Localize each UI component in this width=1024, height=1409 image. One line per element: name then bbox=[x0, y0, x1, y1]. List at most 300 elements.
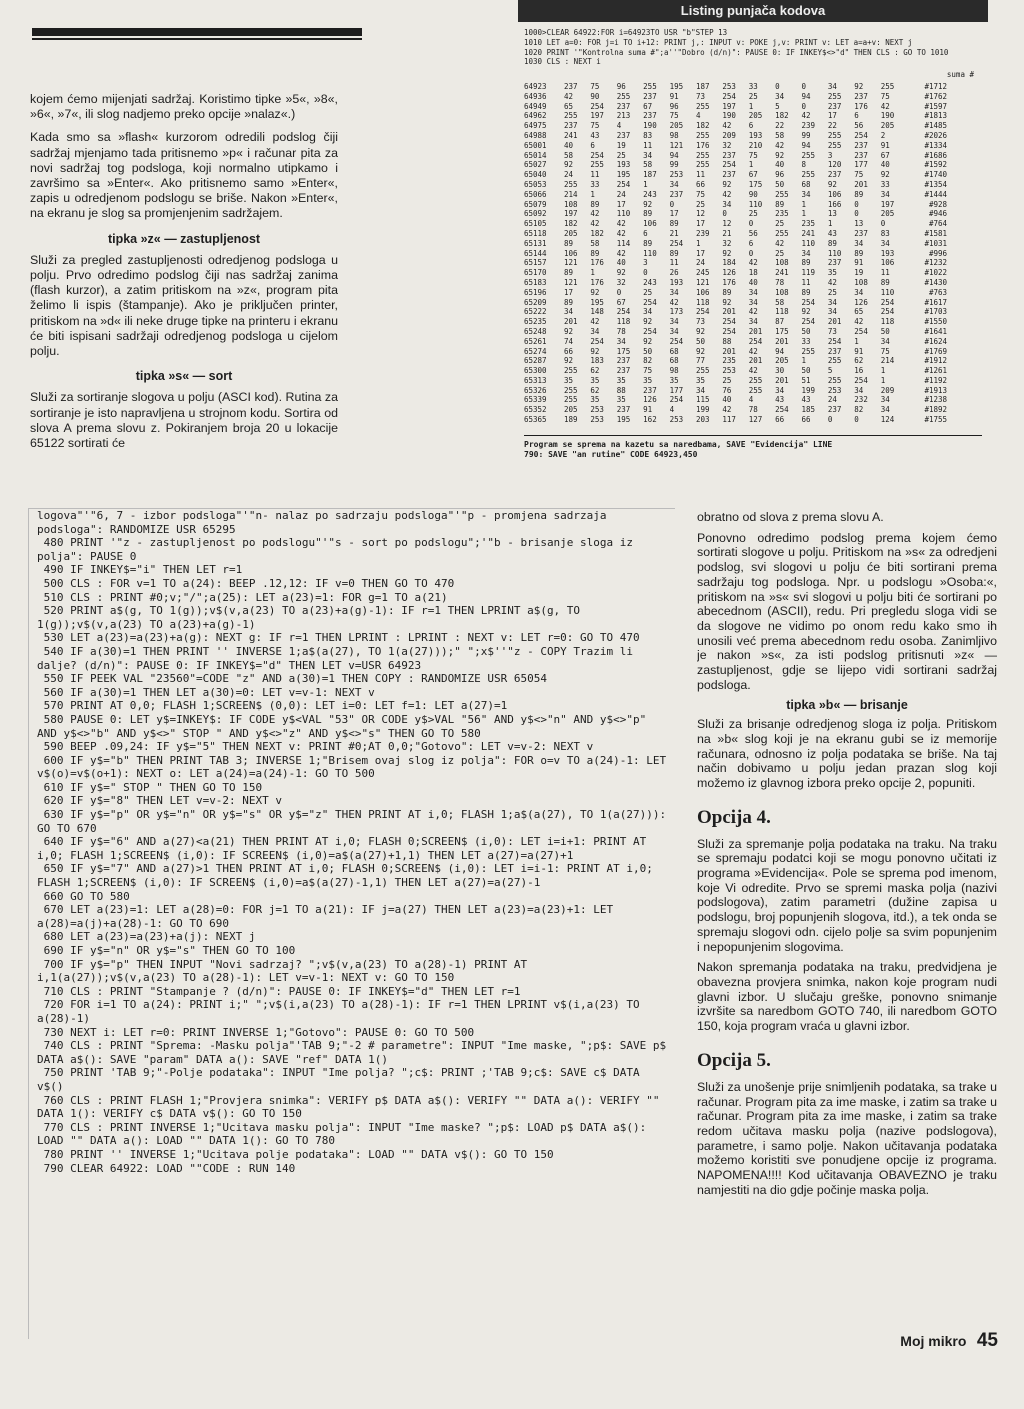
dump-byte: 232 bbox=[854, 395, 868, 405]
dump-byte: 253 bbox=[722, 81, 736, 91]
dump-byte: 92 bbox=[722, 179, 732, 189]
dump-checksum: #764 bbox=[929, 219, 948, 229]
dump-byte: 239 bbox=[801, 121, 816, 131]
dump-byte: 92 bbox=[643, 199, 653, 209]
dump-checksum: #1261 bbox=[924, 366, 948, 376]
dump-address: 65326 bbox=[524, 385, 547, 395]
listing-footer bbox=[524, 435, 982, 461]
dump-byte: 22 bbox=[827, 121, 837, 131]
program-line: 1000>CLEAR 64922:FOR i=64923TO USR "b"STEP 13 bbox=[524, 28, 728, 37]
dump-byte: 33 bbox=[880, 179, 890, 189]
dump-byte: 201 bbox=[775, 375, 789, 385]
code-line: 660 GO TO 580 bbox=[37, 889, 130, 903]
dump-byte: 35 bbox=[827, 268, 837, 278]
dump-row bbox=[524, 268, 982, 278]
dump-byte: 201 bbox=[722, 346, 736, 356]
dump-row bbox=[524, 307, 982, 317]
dump-byte: 89 bbox=[801, 258, 811, 268]
dump-byte: 35 bbox=[590, 375, 600, 385]
dump-byte: 5 bbox=[775, 101, 780, 111]
dump-byte: 4 bbox=[669, 405, 675, 415]
dump-byte: 201 bbox=[748, 356, 763, 366]
dump-address: 65300 bbox=[524, 366, 547, 376]
dump-address: 65274 bbox=[524, 346, 547, 356]
dump-address: 65105 bbox=[524, 219, 547, 229]
dump-byte: 1 bbox=[643, 179, 648, 189]
dump-byte: 32 bbox=[616, 277, 626, 287]
dump-byte: 25 bbox=[722, 375, 732, 385]
dump-byte: 11 bbox=[880, 268, 890, 278]
dump-byte: 83 bbox=[643, 130, 653, 140]
dump-byte: 66 bbox=[801, 415, 811, 425]
dump-byte: 65 bbox=[854, 307, 864, 317]
dump-byte: 92 bbox=[590, 287, 600, 297]
dump-byte: 255 bbox=[695, 160, 710, 170]
code-line: 740 CLS : PRINT "Sprema: -Masku polja"'TAB 9;"-2 # parametre": INPUT "Ime maske, ";p$: SAVE p$ DATA a$(): SAVE "param" DATA a(): SAVE "ref" DATA 1() bbox=[37, 1039, 673, 1066]
dump-address: 64988 bbox=[524, 130, 547, 140]
dump-byte: 201 bbox=[827, 317, 842, 327]
dump-byte: 42 bbox=[722, 121, 732, 131]
dump-row bbox=[524, 151, 982, 161]
dump-byte: 34 bbox=[643, 150, 653, 160]
dump-byte: 89 bbox=[643, 238, 653, 248]
dump-byte: 253 bbox=[669, 170, 684, 180]
dump-byte: 210 bbox=[748, 140, 763, 150]
dump-byte: 1 bbox=[854, 336, 859, 346]
dump-byte: 56 bbox=[748, 228, 758, 238]
dump-byte: 25 bbox=[748, 209, 758, 219]
dump-byte: 58 bbox=[643, 160, 653, 170]
dump-byte: 42 bbox=[775, 140, 785, 150]
dump-byte: 1 bbox=[748, 101, 754, 111]
dump-byte: 254 bbox=[722, 160, 736, 170]
dump-byte: 254 bbox=[669, 238, 684, 248]
dump-byte: 237 bbox=[616, 366, 631, 376]
dump-byte: 78 bbox=[775, 277, 785, 287]
dump-byte: 237 bbox=[854, 228, 868, 238]
dump-byte: 94 bbox=[801, 140, 811, 150]
code-line: 700 IF y$="p" THEN INPUT "Novi sadrzaj? ";v$(v,a(23) TO a(28)-1) PRINT AT i,1(a(27));v$(v,a(23) TO a(28)-1): LET v=v-1: NEXT v: GO TO 150 bbox=[37, 957, 534, 985]
dump-byte: 89 bbox=[669, 248, 679, 258]
code-line: 640 IF y$="6" AND a(27)<a(21) THEN PRINT AT i,0; FLASH 0;SCREEN$ (i,0): LET i=i+1: PRINT AT i,0; FLASH 1;SCREEN$ (i,0): IF SCREEN$ (i,0)=a$(a(27)+1,1) THEN LET a(27)=a(27)+1 bbox=[37, 835, 653, 862]
dump-byte: 182 bbox=[590, 228, 604, 238]
dump-byte: 42 bbox=[564, 91, 574, 101]
program-line: 1020 PRINT '"Kontrolna suma #";a''"Dobro (d/n)": PAUSE 0: IF INKEY$<>"d" THEN CLS : GO TO 1010 bbox=[524, 47, 949, 57]
dump-byte: 58 bbox=[775, 297, 785, 307]
dump-byte: 73 bbox=[695, 317, 705, 327]
dump-byte: 67 bbox=[748, 170, 758, 180]
dump-address: 65066 bbox=[524, 189, 547, 199]
dump-byte: 255 bbox=[616, 91, 631, 101]
dump-byte: 34 bbox=[880, 238, 890, 248]
dump-byte: 30 bbox=[775, 366, 785, 376]
listing-title: Listing punjača kodova bbox=[518, 0, 988, 22]
dump-byte: 21 bbox=[669, 228, 679, 238]
dump-byte: 254 bbox=[775, 405, 789, 415]
dump-byte: 254 bbox=[722, 326, 736, 336]
dump-byte: 108 bbox=[775, 258, 789, 268]
listing-footer-line: 790: SAVE "an rutine" CODE 64923,450 bbox=[524, 450, 698, 460]
top-rule bbox=[32, 28, 362, 36]
dump-byte: 254 bbox=[643, 297, 657, 307]
dump-byte: 67 bbox=[643, 101, 653, 111]
code-line: 760 CLS : PRINT FLASH 1;"Provjera snimka": VERIFY p$ DATA a$(): VERIFY "" DATA a(): VERIFY "" DATA 1(): VERIFY c$ DATA v$(): GO TO 150 bbox=[37, 1093, 667, 1121]
dump-byte: 255 bbox=[827, 375, 842, 385]
dump-byte: 34 bbox=[695, 385, 705, 395]
dump-byte: 205 bbox=[880, 121, 895, 131]
dump-byte: 68 bbox=[669, 356, 679, 366]
dump-row bbox=[524, 131, 982, 141]
dump-byte: 173 bbox=[669, 307, 684, 317]
dump-byte: 237 bbox=[643, 91, 657, 101]
dump-byte: 24 bbox=[616, 189, 626, 199]
dump-byte: 182 bbox=[564, 219, 578, 229]
dump-byte: 89 bbox=[801, 287, 811, 297]
dump-byte: 92 bbox=[880, 170, 890, 180]
dump-byte: 255 bbox=[827, 130, 842, 140]
dump-byte: 185 bbox=[801, 405, 816, 415]
dump-byte: 255 bbox=[827, 91, 842, 101]
dump-byte: 34 bbox=[827, 307, 837, 317]
dump-byte: 197 bbox=[722, 101, 736, 111]
dump-byte: 34 bbox=[775, 385, 785, 395]
dump-row bbox=[524, 141, 982, 151]
dump-byte: 42 bbox=[616, 228, 626, 238]
dump-row bbox=[524, 337, 982, 347]
dump-byte: 65 bbox=[564, 101, 574, 111]
dump-byte: 197 bbox=[590, 111, 604, 121]
dump-byte: 193 bbox=[616, 160, 631, 170]
magazine-name: Moj mikro bbox=[900, 1333, 967, 1349]
dump-byte: 82 bbox=[643, 356, 653, 366]
dump-byte: 110 bbox=[616, 209, 631, 219]
dump-byte: 237 bbox=[669, 189, 684, 199]
code-line: 550 IF PEEK VAL "23560"=CODE "z" AND a(30)=1 THEN COPY : RANDOMIZE USR 65054 bbox=[37, 672, 547, 686]
dump-byte: 42 bbox=[722, 405, 732, 415]
dump-address: 65352 bbox=[524, 405, 547, 415]
dump-byte: 42 bbox=[801, 111, 811, 121]
dump-byte: 201 bbox=[854, 179, 868, 189]
dump-byte: 25 bbox=[643, 287, 653, 297]
dump-byte: 254 bbox=[722, 91, 736, 101]
dump-row bbox=[524, 395, 982, 405]
dump-address: 65014 bbox=[524, 150, 547, 160]
dump-byte: 254 bbox=[880, 307, 895, 317]
dump-byte: 35 bbox=[695, 375, 705, 385]
dump-byte: 11 bbox=[695, 170, 705, 180]
dump-byte: 6 bbox=[643, 228, 648, 238]
dump-byte: 0 bbox=[722, 209, 727, 219]
dump-byte: 88 bbox=[616, 385, 626, 395]
dump-byte: 1 bbox=[801, 209, 807, 219]
dump-byte: 75 bbox=[748, 150, 758, 160]
dump-byte: 12 bbox=[695, 209, 705, 219]
dump-byte: 241 bbox=[775, 268, 789, 278]
dump-byte: 0 bbox=[775, 81, 780, 91]
dump-byte: 74 bbox=[564, 336, 574, 346]
option-4-heading: Opcija 4. bbox=[697, 806, 771, 828]
dump-row bbox=[524, 180, 982, 190]
dump-row bbox=[524, 160, 982, 170]
dump-address: 65118 bbox=[524, 228, 547, 238]
dump-checksum: #946 bbox=[929, 209, 948, 219]
dump-byte: 75 bbox=[643, 366, 653, 376]
dump-byte: 193 bbox=[748, 130, 763, 140]
dump-byte: 58 bbox=[590, 238, 600, 248]
dump-byte: 0 bbox=[854, 209, 859, 219]
dump-byte: 243 bbox=[643, 277, 657, 287]
dump-byte: 92 bbox=[643, 336, 653, 346]
dump-byte: 118 bbox=[775, 307, 789, 317]
dump-byte: 255 bbox=[748, 375, 763, 385]
section-heading-z: tipka »z« — zastupljenost bbox=[107, 231, 261, 246]
dump-byte: 42 bbox=[827, 277, 837, 287]
dump-byte: 75 bbox=[695, 189, 705, 199]
dump-checksum: #1232 bbox=[924, 258, 948, 268]
dump-address: 65170 bbox=[524, 268, 547, 278]
dump-byte: 56 bbox=[854, 121, 864, 131]
dump-byte: 35 bbox=[669, 375, 679, 385]
dump-byte: 205 bbox=[669, 121, 684, 131]
dump-byte: 127 bbox=[748, 415, 763, 425]
dump-byte: 235 bbox=[722, 356, 736, 366]
dump-byte: 255 bbox=[564, 395, 578, 405]
dump-byte: 241 bbox=[564, 130, 578, 140]
dump-byte: 0 bbox=[669, 199, 675, 209]
dump-byte: 253 bbox=[722, 366, 736, 376]
dump-byte: 62 bbox=[590, 366, 600, 376]
dump-byte: 98 bbox=[669, 130, 679, 140]
dump-byte: 34 bbox=[669, 287, 679, 297]
dump-byte: 50 bbox=[643, 346, 653, 356]
dump-byte: 42 bbox=[854, 317, 864, 327]
right-column-text bbox=[697, 510, 997, 1240]
section-heading-b: tipka »b« — brisanje bbox=[786, 698, 908, 713]
top-rule-thin bbox=[32, 38, 362, 40]
dump-checksum: #1712 bbox=[924, 81, 948, 91]
code-line: 710 CLS : PRINT "Stampanje ? (d/n)": PAUSE 0: IF INKEY$="d" THEN LET r=1 bbox=[37, 984, 521, 998]
dump-byte: 255 bbox=[564, 366, 578, 376]
dump-byte: 4 bbox=[748, 395, 754, 405]
dump-byte: 34 bbox=[880, 405, 890, 415]
loader-listing-box bbox=[518, 0, 988, 482]
paragraph: Služi za sortiranje slogova u polju (ASCI kod). Rutina za sortiranje je isto napravljena u strojnom kodu. Sortira od slova A prema slovu z. Pokiranjem broja 20 u lokacije 65122 sortirati će bbox=[30, 390, 338, 451]
dump-byte: 32 bbox=[722, 238, 732, 248]
dump-byte: 50 bbox=[880, 326, 890, 336]
dump-byte: 89 bbox=[775, 199, 785, 209]
dump-byte: 22 bbox=[775, 121, 785, 131]
code-line: 600 IF y$="b" THEN PRINT TAB 3; INVERSE 1;"Brisem ovaj slog iz polja": FOR o=v TO a(24)-1: LET v$(o)=v$(o+1): NEXT o: LET a(24)=a(24)-1: GO TO 500 bbox=[37, 753, 673, 781]
dump-checksum: #1641 bbox=[924, 326, 948, 336]
dump-byte: 68 bbox=[669, 346, 679, 356]
section-heading-s: tipka »s« — sort bbox=[135, 369, 233, 384]
dump-byte: 254 bbox=[669, 336, 684, 346]
dump-byte: 34 bbox=[827, 81, 837, 91]
dump-byte: 96 bbox=[775, 170, 785, 180]
dump-byte: 34 bbox=[643, 307, 653, 317]
code-line: 730 NEXT i: LET r=0: PRINT INVERSE 1;"Gotovo": PAUSE 0: GO TO 500 bbox=[37, 1025, 475, 1039]
dump-byte: 6 bbox=[854, 111, 859, 121]
dump-byte: 43 bbox=[775, 395, 785, 405]
dump-byte: 199 bbox=[695, 405, 710, 415]
dump-byte: 121 bbox=[695, 277, 710, 287]
dump-byte: 253 bbox=[669, 415, 684, 425]
dump-byte: 205 bbox=[880, 209, 895, 219]
dump-byte: 1 bbox=[748, 160, 754, 170]
dump-row bbox=[524, 229, 982, 239]
dump-address: 65144 bbox=[524, 248, 547, 258]
dump-byte: 42 bbox=[880, 101, 890, 111]
dump-byte: 58 bbox=[564, 150, 574, 160]
dump-byte: 34 bbox=[880, 395, 890, 405]
dump-byte: 96 bbox=[616, 81, 626, 91]
dump-byte: 237 bbox=[827, 101, 842, 111]
dump-byte: 254 bbox=[722, 317, 736, 327]
dump-byte: 40 bbox=[616, 258, 626, 268]
dump-byte: 51 bbox=[801, 375, 811, 385]
dump-byte: 237 bbox=[854, 150, 868, 160]
dump-row bbox=[524, 317, 982, 327]
dump-byte: 237 bbox=[564, 81, 578, 91]
dump-byte: 176 bbox=[722, 277, 736, 287]
dump-byte: 255 bbox=[643, 81, 657, 91]
dump-byte: 34 bbox=[801, 189, 811, 199]
code-line: 570 PRINT AT 0,0; FLASH 1;SCREEN$ (0,0): LET i=0: LET f=1: LET a(27)=1 bbox=[37, 699, 508, 713]
dump-row bbox=[524, 92, 982, 102]
paragraph: Služi za brisanje odredjenog sloga iz polja. Pritiskom na »b« slog koji je na ekranu gubi se iz memorije računara, odnosno iz polja podataka se briše. Na taj način dobivamo u polju jedan prazan slog koji možemo iz glavnog izbora preko opcije 2, popuniti. bbox=[697, 717, 997, 790]
dump-byte: 34 bbox=[669, 179, 679, 189]
dump-byte: 175 bbox=[775, 326, 789, 336]
dump-byte: 203 bbox=[695, 415, 710, 425]
dump-byte: 92 bbox=[722, 297, 732, 307]
dump-byte: 94 bbox=[801, 91, 811, 101]
dump-byte: 108 bbox=[854, 277, 868, 287]
dump-byte: 177 bbox=[854, 160, 868, 170]
dump-byte: 92 bbox=[827, 179, 837, 189]
dump-checksum: #1581 bbox=[924, 228, 948, 238]
dump-byte: 235 bbox=[775, 209, 789, 219]
dump-row bbox=[524, 102, 982, 112]
dump-row bbox=[524, 258, 982, 268]
dump-byte: 73 bbox=[827, 326, 837, 336]
dump-byte: 201 bbox=[775, 336, 789, 346]
dump-checksum: #1813 bbox=[924, 111, 948, 121]
dump-byte: 42 bbox=[748, 366, 758, 376]
dump-byte: 34 bbox=[564, 307, 574, 317]
dump-byte: 197 bbox=[880, 199, 895, 209]
dump-address: 65248 bbox=[524, 326, 547, 336]
dump-byte: 92 bbox=[854, 81, 864, 91]
dump-byte: 89 bbox=[590, 199, 600, 209]
dump-byte: 253 bbox=[590, 415, 604, 425]
dump-checksum: #1617 bbox=[924, 297, 948, 307]
dump-byte: 42 bbox=[748, 346, 758, 356]
dump-byte: 237 bbox=[643, 111, 657, 121]
dump-byte: 119 bbox=[801, 268, 816, 278]
code-line: 720 FOR i=1 TO a(24): PRINT i;" ";v$(i,a(23) TO a(28)-1): IF r=1 THEN LPRINT v$(i,a(23) TO a(28)-1) bbox=[37, 998, 647, 1025]
dump-byte: 175 bbox=[748, 179, 763, 189]
dump-byte: 166 bbox=[827, 199, 842, 209]
dump-byte: 12 bbox=[722, 219, 732, 229]
dump-byte: 205 bbox=[748, 111, 763, 121]
dump-address: 65339 bbox=[524, 395, 547, 405]
dump-byte: 94 bbox=[669, 150, 679, 160]
dump-byte: 237 bbox=[564, 121, 578, 131]
dump-address: 64949 bbox=[524, 101, 547, 111]
code-line: 650 IF y$="7" AND a(27)>1 THEN PRINT AT i,0; FLASH 0;SCREEN$ (i,0): LET i=i-1: PRINT AT i,0; FLASH 1;SCREEN$ (i,0): IF SCREEN$ (i,0)=a$(a(27)-1,1) THEN LET a(27)=a(27)-1 bbox=[37, 862, 660, 890]
dump-checksum: #1444 bbox=[924, 189, 948, 199]
code-line: 770 CLS : PRINT INVERSE 1;"Ucitava masku polja": INPUT "Ime maske? ";p$: LOAD p$ DATA a$(): LOAD "" DATA a(): LOAD "" DATA 1(): GO TO 780 bbox=[37, 1120, 653, 1148]
dump-byte: 25 bbox=[775, 219, 785, 229]
dump-byte: 114 bbox=[616, 238, 631, 248]
dump-byte: 117 bbox=[722, 415, 736, 425]
dump-checksum: #1703 bbox=[924, 307, 948, 317]
dump-byte: 126 bbox=[722, 268, 736, 278]
dump-byte: 214 bbox=[880, 356, 895, 366]
dump-byte: 254 bbox=[880, 297, 895, 307]
dump-byte: 243 bbox=[643, 189, 657, 199]
dump-byte: 199 bbox=[801, 385, 816, 395]
dump-byte: 42 bbox=[616, 219, 626, 229]
dump-byte: 237 bbox=[722, 170, 736, 180]
dump-byte: 89 bbox=[669, 219, 679, 229]
dump-byte: 110 bbox=[827, 248, 842, 258]
dump-byte: 25 bbox=[827, 287, 837, 297]
dump-byte: 2 bbox=[880, 130, 886, 140]
dump-byte: 34 bbox=[669, 326, 679, 336]
dump-byte: 99 bbox=[801, 130, 811, 140]
dump-byte: 118 bbox=[695, 297, 710, 307]
dump-checksum: #1354 bbox=[924, 179, 948, 189]
dump-byte: 237 bbox=[827, 258, 842, 268]
dump-checksum: #1031 bbox=[924, 238, 948, 248]
dump-address: 65040 bbox=[524, 170, 547, 180]
dump-byte: 176 bbox=[590, 258, 604, 268]
dump-byte: 13 bbox=[854, 219, 864, 229]
dump-byte: 205 bbox=[564, 405, 578, 415]
dump-byte: 1 bbox=[590, 268, 595, 278]
dump-row bbox=[524, 366, 982, 376]
dump-byte: 91 bbox=[854, 258, 864, 268]
dump-byte: 237 bbox=[827, 346, 842, 356]
dump-byte: 34 bbox=[880, 189, 890, 199]
dump-byte: 91 bbox=[643, 405, 653, 415]
dump-byte: 121 bbox=[669, 140, 684, 150]
dump-address: 65001 bbox=[524, 140, 547, 150]
paragraph: Služi za spremanje polja podataka na traku. Na traku se spremaju podatci koji se mogu ponovno učitati iz programa »Evidencija«. Pole se sprema pod imenom, koje Vi odredite. Prvo se spremi maska polja (nazivi podslogova), zatim parametri (dužine zapisa u podslogu, broj popunjenih slogova, itd.), a tek onda se spremaju slogovi odn. cijelo polje sa svim popunjenim i nepopunjenim slogovima. bbox=[697, 836, 997, 954]
dump-byte: 34 bbox=[854, 287, 864, 297]
dump-byte: 254 bbox=[590, 101, 604, 111]
dump-byte: 75 bbox=[590, 81, 600, 91]
dump-byte: 75 bbox=[669, 111, 679, 121]
dump-byte: 43 bbox=[827, 228, 837, 238]
dump-byte: 42 bbox=[590, 219, 600, 229]
dump-byte: 67 bbox=[616, 297, 626, 307]
dump-byte: 255 bbox=[748, 385, 763, 395]
dump-byte: 115 bbox=[695, 395, 710, 405]
dump-byte: 255 bbox=[564, 179, 578, 189]
dump-byte: 255 bbox=[827, 140, 842, 150]
dump-byte: 106 bbox=[643, 219, 657, 229]
dump-byte: 19 bbox=[854, 268, 864, 278]
dump-byte: 190 bbox=[722, 111, 736, 121]
code-line: 520 PRINT a$(g, TO 1(g));v$(v,a(23) TO a(23)+a(g)-1): IF r=1 THEN LPRINT a$(g, TO 1(g));v$(v,a(23) TO a(23)+a(g)-1) bbox=[37, 604, 587, 631]
dump-row bbox=[524, 376, 982, 386]
dump-byte: 33 bbox=[590, 179, 600, 189]
dump-checksum: #763 bbox=[929, 287, 948, 297]
dump-row bbox=[524, 347, 982, 357]
dump-byte: 33 bbox=[748, 81, 758, 91]
